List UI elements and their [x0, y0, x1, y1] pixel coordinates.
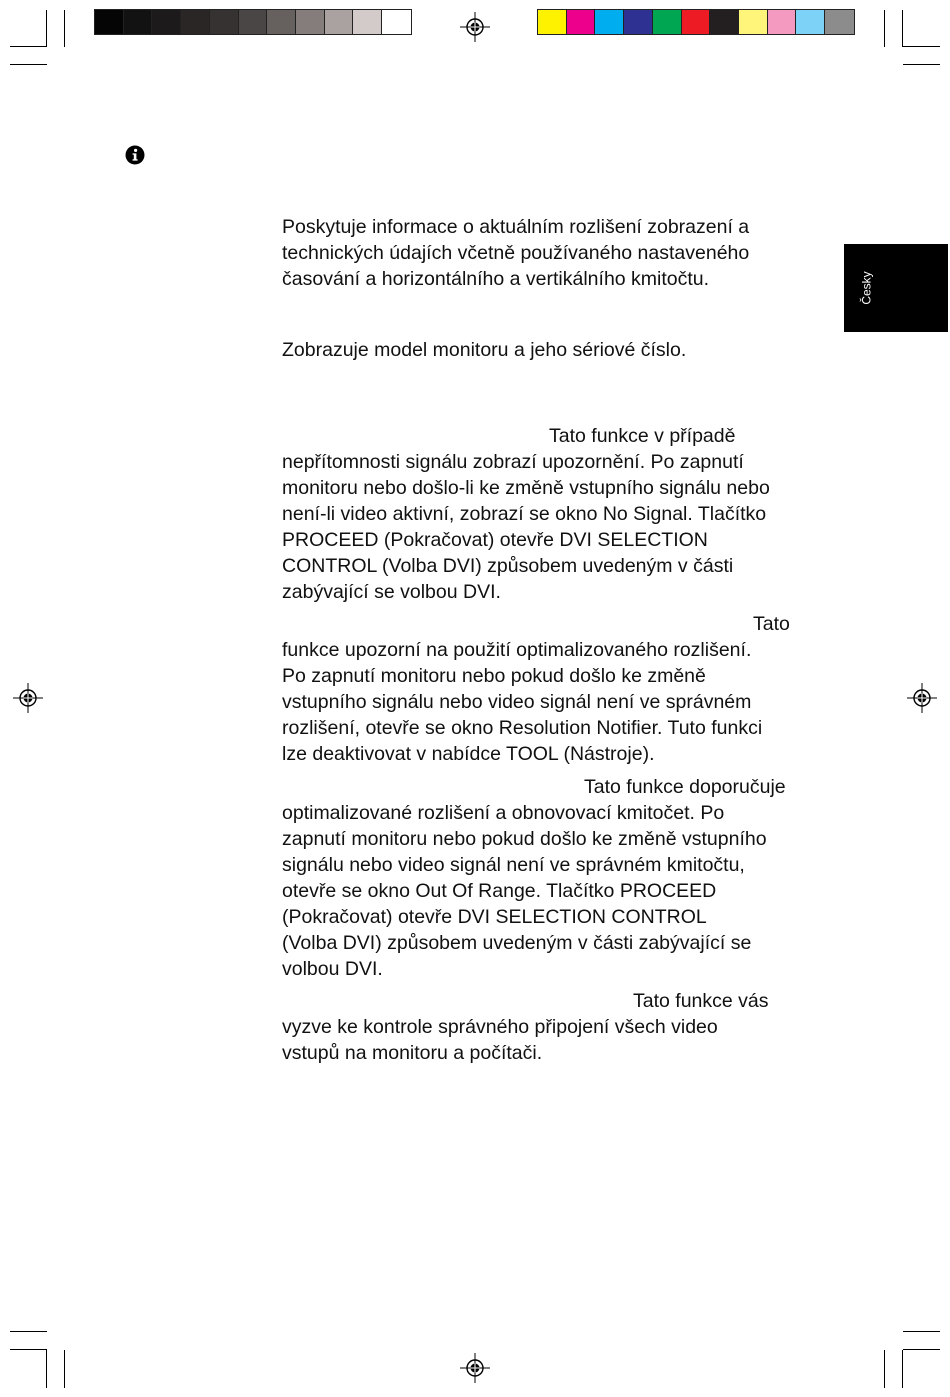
text-line: zapnutí monitoru nebo pokud došlo ke změně vstupního [282, 828, 767, 850]
color-swatch [567, 10, 596, 34]
color-swatch [768, 10, 797, 34]
text-line: nepřítomnosti signálu zobrazí upozornění. Po zapnutí [282, 451, 744, 473]
color-swatch [95, 10, 124, 34]
text-line: (Volba DVI) způsobem uvedeným v části zabývající se [282, 932, 752, 954]
crop-mark [902, 10, 903, 47]
text-line: časování a horizontálního a vertikálního kmitočtu. [282, 268, 710, 290]
crop-mark [10, 46, 47, 47]
text-line: Tato funkce vás [633, 990, 769, 1012]
text-line: Poskytuje informace o aktuálním rozlišení zobrazení a [282, 216, 750, 238]
text-line: Tato [753, 613, 790, 635]
paragraph-video-input-check [282, 988, 842, 1066]
color-swatch [210, 10, 239, 34]
crop-mark [64, 10, 65, 47]
crop-mark [64, 1350, 65, 1388]
text-line: otevře se okno Out Of Range. Tlačítko PROCEED [282, 880, 717, 902]
crop-mark [884, 1350, 885, 1388]
text-line: Zobrazuje model monitoru a jeho sériové číslo. [282, 339, 687, 361]
crop-mark [46, 1350, 47, 1388]
paragraph-no-signal [282, 423, 842, 605]
text-line: zabývající se volbou DVI. [282, 581, 501, 603]
color-swatch [825, 10, 854, 34]
color-swatch [595, 10, 624, 34]
text-line: PROCEED (Pokračovat) otevře DVI SELECTION [282, 529, 708, 551]
text-line: (Pokračovat) otevře DVI SELECTION CONTROL [282, 906, 707, 928]
crop-mark [903, 46, 940, 47]
color-swatch [353, 10, 382, 34]
text-line: Tato funkce v případě [549, 425, 736, 447]
color-swatch [382, 10, 411, 34]
info-icon [125, 145, 145, 165]
text-line: Tato funkce doporučuje [584, 776, 786, 798]
paragraph-out-of-range [282, 774, 842, 982]
grayscale-color-bar [94, 9, 412, 35]
paragraph-info [282, 214, 842, 292]
color-swatch [296, 10, 325, 34]
crop-mark [884, 10, 885, 47]
language-side-tab [844, 244, 948, 332]
color-swatch [152, 10, 181, 34]
text-line: vstupů na monitoru a počítači. [282, 1042, 543, 1064]
color-swatch [710, 10, 739, 34]
crop-mark [10, 64, 47, 65]
text-line: lze deaktivovat v nabídce TOOL (Nástroje). [282, 743, 655, 765]
text-line: monitoru nebo došlo-li ke změně vstupního signálu nebo [282, 477, 770, 499]
color-swatch [239, 10, 268, 34]
color-swatch [181, 10, 210, 34]
color-swatch [682, 10, 711, 34]
text-line: signálu nebo video signál není ve správném kmitočtu, [282, 854, 745, 876]
crop-mark [10, 1331, 47, 1332]
text-line: rozlišení, otevře se okno Resolution Notifier. Tuto funkci [282, 717, 763, 739]
color-swatch [796, 10, 825, 34]
color-swatch [538, 10, 567, 34]
text-line: funkce upozorní na použití optimalizovaného rozlišení. [282, 639, 752, 661]
color-swatch [653, 10, 682, 34]
crop-mark [903, 64, 940, 65]
registration-mark-icon [907, 683, 937, 713]
text-line: Po zapnutí monitoru nebo pokud došlo ke změně [282, 665, 706, 687]
text-line: optimalizované rozlišení a obnovovací kmitočet. Po [282, 802, 725, 824]
registration-mark-icon [460, 12, 490, 42]
color-swatch [124, 10, 153, 34]
text-line: vyzve ke kontrole správného připojení všech video [282, 1016, 718, 1038]
paragraph-resolution-notifier [282, 611, 842, 767]
text-line: technických údajích včetně používaného nastaveného [282, 242, 750, 264]
text-line: není-li video aktivní, zobrazí se okno No Signal. Tlačítko [282, 503, 767, 525]
process-color-bar [537, 9, 855, 35]
crop-mark [46, 10, 47, 47]
text-line: volbou DVI. [282, 958, 383, 980]
registration-mark-icon [460, 1353, 490, 1383]
language-tab-label: Česky [859, 271, 874, 305]
registration-mark-icon [13, 683, 43, 713]
paragraph-monitor-info [282, 337, 842, 363]
text-line: CONTROL (Volba DVI) způsobem uvedeným v části [282, 555, 734, 577]
crop-mark [903, 1349, 940, 1350]
crop-mark [10, 1349, 47, 1350]
color-swatch [325, 10, 354, 34]
color-swatch [739, 10, 768, 34]
crop-mark [903, 1331, 940, 1332]
text-line: vstupního signálu nebo video signál není ve správném [282, 691, 752, 713]
color-swatch [624, 10, 653, 34]
color-swatch [267, 10, 296, 34]
crop-mark [902, 1350, 903, 1388]
